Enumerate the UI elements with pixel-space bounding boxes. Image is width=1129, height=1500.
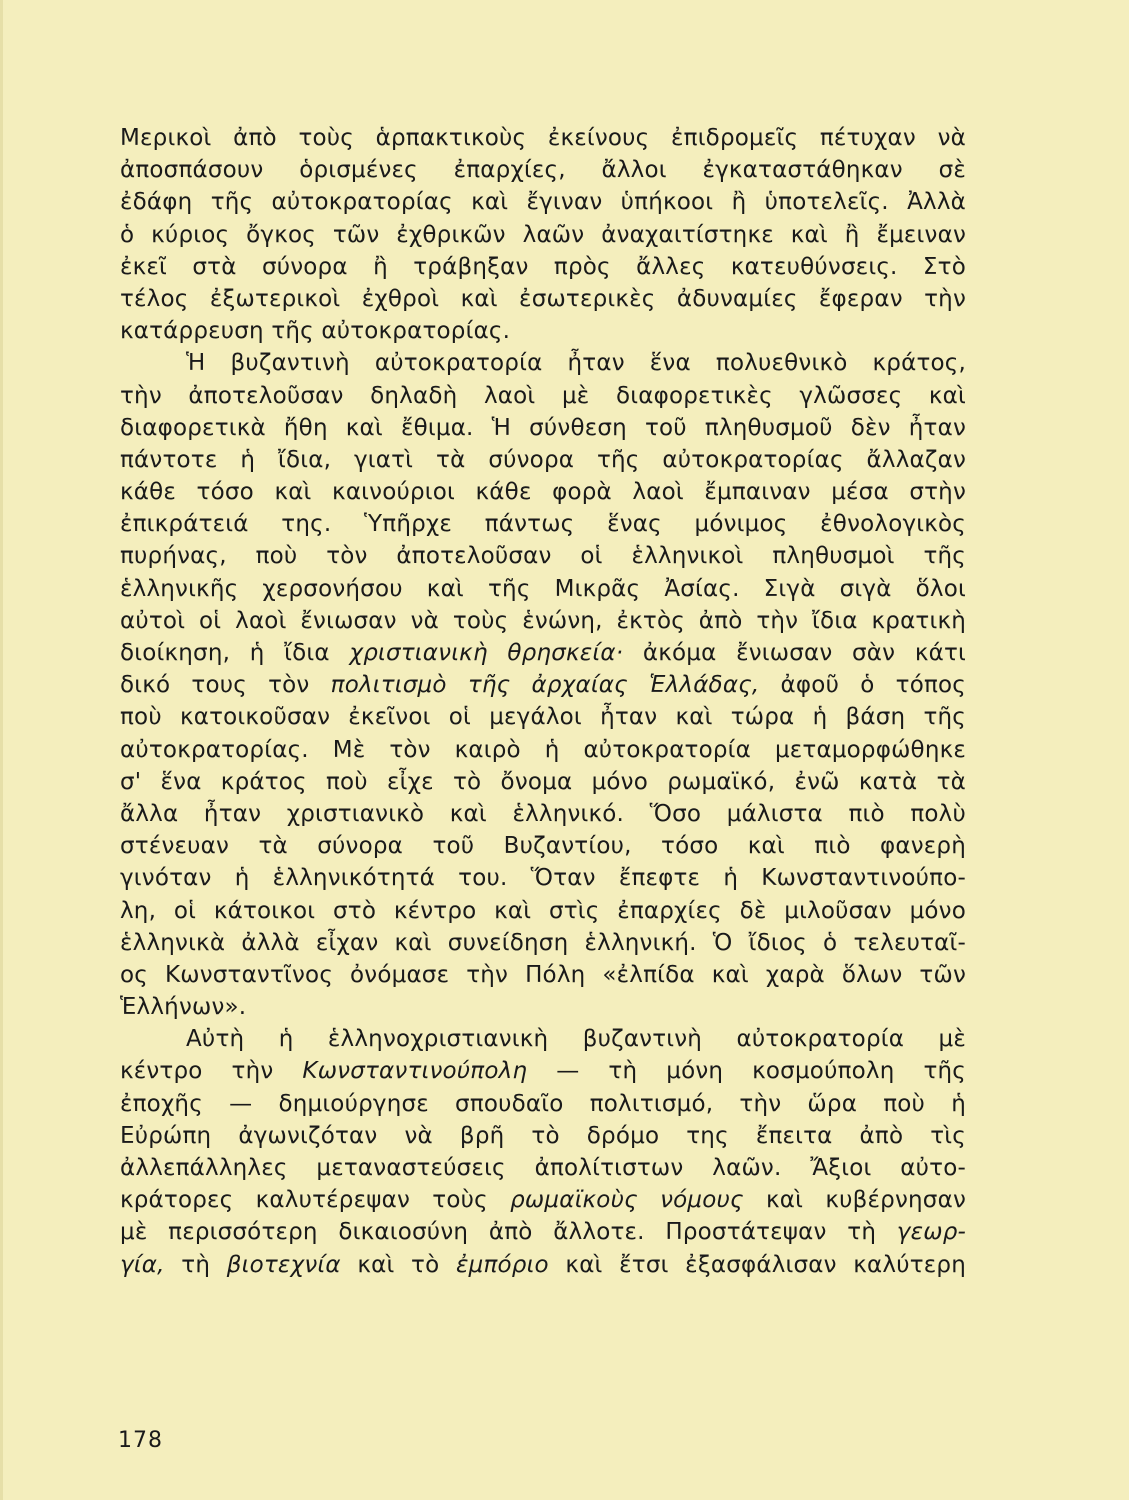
italic-term: ρωμαϊκοὺς νόμους (510, 1187, 744, 1214)
text-line: ἀποσπάσουν ὁρισμένες ἐπαρχίες, ἄλλοι ἐγκαταστάθηκαν σὲ (120, 157, 966, 184)
text-run: διοίκηση, ἡ ἴδια (120, 640, 350, 666)
text-line: αὐτοκρατορίας. Μὲ τὸν καιρὸ ἡ αὐτοκρατορία μεταμορφώθηκε (120, 736, 966, 763)
page-number: 178 (118, 1428, 163, 1453)
text-line: ἑλληνικῆς χερσονήσου καὶ τῆς Μικρᾶς Ἀσίας. Σιγὰ σιγὰ ὅλοι (120, 575, 966, 602)
text-run: καὶ κυβέρνησαν (743, 1187, 966, 1214)
text-line: κάθε τόσο καὶ καινούριοι κάθε φορὰ λαοὶ ἔμπαιναν μέσα στὴν (120, 479, 966, 506)
text-line (120, 1216, 966, 1248)
text-line (120, 669, 966, 701)
italic-term: Κωνσταντινούπολη (302, 1058, 528, 1085)
text-run: ἀκόμα ἔνιωσαν σὰν κάτι (623, 640, 966, 666)
text-line (120, 1055, 966, 1087)
text-line: σ' ἕνα κράτος ποὺ εἶχε τὸ ὄνομα μόνο ρωμαϊκό, ἐνῶ κατὰ τὰ (120, 768, 966, 795)
text-run: κέντρο τὴν (120, 1058, 303, 1085)
text-line: τέλος ἐξωτερικοὶ ἐχθροὶ καὶ ἐσωτερικὲς ἀδυναμίες ἔφεραν τὴν (120, 285, 966, 312)
text-line: τὴν ἀποτελοῦσαν δηλαδὴ λαοὶ μὲ διαφορετικὲς γλῶσσες καὶ (120, 382, 966, 409)
text-line: γινόταν ἡ ἑλληνικότητά του. Ὅταν ἔπεφτε ἡ Κωνσταντινούπο- (120, 865, 966, 892)
text-line: ἀλλεπάλληλες μεταναστεύσεις ἀπολίτιστων λαῶν. Ἄξιοι αὐτο- (120, 1155, 966, 1181)
italic-term: ἐμπόριο (455, 1251, 549, 1278)
text-line: στένευαν τὰ σύνορα τοῦ Βυζαντίου, τόσο καὶ πιὸ φανερὴ (120, 833, 966, 860)
text-line: ποὺ κατοικοῦσαν ἐκεῖνοι οἱ μεγάλοι ἦταν καὶ τώρα ἡ βάση τῆς (120, 704, 966, 731)
text-line: ἐποχῆς — δημιούργησε σπουδαῖο πολιτισμό, τὴν ὥρα ποὺ ἡ (120, 1090, 966, 1117)
text-line: Μερικοὶ ἀπὸ τοὺς ἁρπακτικοὺς ἐκείνους ἐπιδρομεῖς πέτυχαν νὰ (120, 125, 966, 151)
text-line: ἐκεῖ στὰ σύνορα ἢ τράβηξαν πρὸς ἄλλες κατευθύνσεις. Στὸ (120, 253, 966, 280)
italic-term: πολιτισμὸ τῆς ἀρχαίας Ἑλλάδας, (330, 672, 760, 699)
text-run: τὴ (164, 1251, 227, 1278)
text-line: Αὐτὴ ἡ ἑλληνοχριστιανικὴ βυζαντινὴ αὐτοκρατορία μὲ (186, 1026, 966, 1053)
body-text (120, 122, 966, 1281)
text-line: κατάρρευση τῆς αὐτοκρατορίας. (120, 318, 511, 345)
text-line: πυρήνας, ποὺ τὸν ἀποτελοῦσαν οἱ ἑλληνικοὶ πληθυσμοὶ τῆς (120, 543, 966, 570)
italic-term: γεωρ- (896, 1219, 966, 1246)
text-line: ὁ κύριος ὄγκος τῶν ἐχθρικῶν λαῶν ἀναχαιτίστηκε καὶ ἢ ἔμειναν (120, 221, 966, 248)
text-line: ἐδάφη τῆς αὐτοκρατορίας καὶ ἔγιναν ὑπήκοοι ἢ ὑποτελεῖς. Ἀλλὰ (120, 189, 966, 216)
text-line (120, 1184, 966, 1216)
text-run: δικό τους τὸν (120, 672, 331, 699)
italic-term: βιοτεχνία (226, 1251, 341, 1278)
italic-term: χριστιανικὴ θρησκεία· (349, 640, 624, 666)
text-line: πάντοτε ἡ ἴδια, γιατὶ τὰ σύνορα τῆς αὐτοκρατορίας ἄλλαζαν (120, 446, 966, 473)
text-run: — τὴ μόνη κοσμούπολη τῆς (527, 1058, 966, 1085)
text-line: Ἑλλήνων». (120, 994, 247, 1021)
text-run: καὶ τὸ (340, 1251, 456, 1278)
text-line (120, 637, 966, 669)
text-line: ἄλλα ἦταν χριστιανικὸ καὶ ἑλληνικό. Ὅσο μάλιστα πιὸ πολὺ (120, 800, 966, 827)
text-line: διαφορετικὰ ἤθη καὶ ἔθιμα. Ἡ σύνθεση τοῦ πληθυσμοῦ δὲν ἦταν (120, 414, 966, 441)
text-line: ος Κωνσταντῖνος ὀνόμασε τὴν Πόλη «ἐλπίδα καὶ χαρὰ ὅλων τῶν (120, 961, 966, 988)
text-line: αὐτοὶ οἱ λαοὶ ἔνιωσαν νὰ τοὺς ἑνώνη, ἐκτὸς ἀπὸ τὴν ἴδια κρατικὴ (120, 607, 966, 634)
text-line (120, 1249, 966, 1281)
text-line: ἐπικράτειά της. Ὑπῆρχε πάντως ἕνας μόνιμος ἐθνολογικὸς (120, 511, 966, 538)
text-line: λη, οἱ κάτοικοι στὸ κέντρο καὶ στὶς ἐπαρχίες δὲ μιλοῦσαν μόνο (120, 897, 966, 924)
text-line: Εὐρώπη ἀγωνιζόταν νὰ βρῆ τὸ δρόμο της ἔπειτα ἀπὸ τὶς (120, 1122, 966, 1149)
text-run: ἀφοῦ ὁ τόπος (759, 672, 966, 699)
italic-term: γία, (120, 1251, 165, 1278)
text-run: κράτορες καλυτέρεψαν τοὺς (120, 1187, 511, 1214)
text-line: ἑλληνικὰ ἀλλὰ εἶχαν καὶ συνείδηση ἑλληνική. Ὁ ἴδιος ὁ τελευταῖ- (120, 929, 966, 956)
text-run: μὲ περισσότερη δικαιοσύνη ἀπὸ ἄλλοτε. Προστάτεψαν τὴ (120, 1219, 897, 1246)
text-line: Ἡ βυζαντινὴ αὐτοκρατορία ἦταν ἕνα πολυεθνικὸ κράτος, (186, 350, 966, 377)
text-run: καὶ ἔτσι ἐξασφάλισαν καλύτερη (548, 1251, 966, 1278)
